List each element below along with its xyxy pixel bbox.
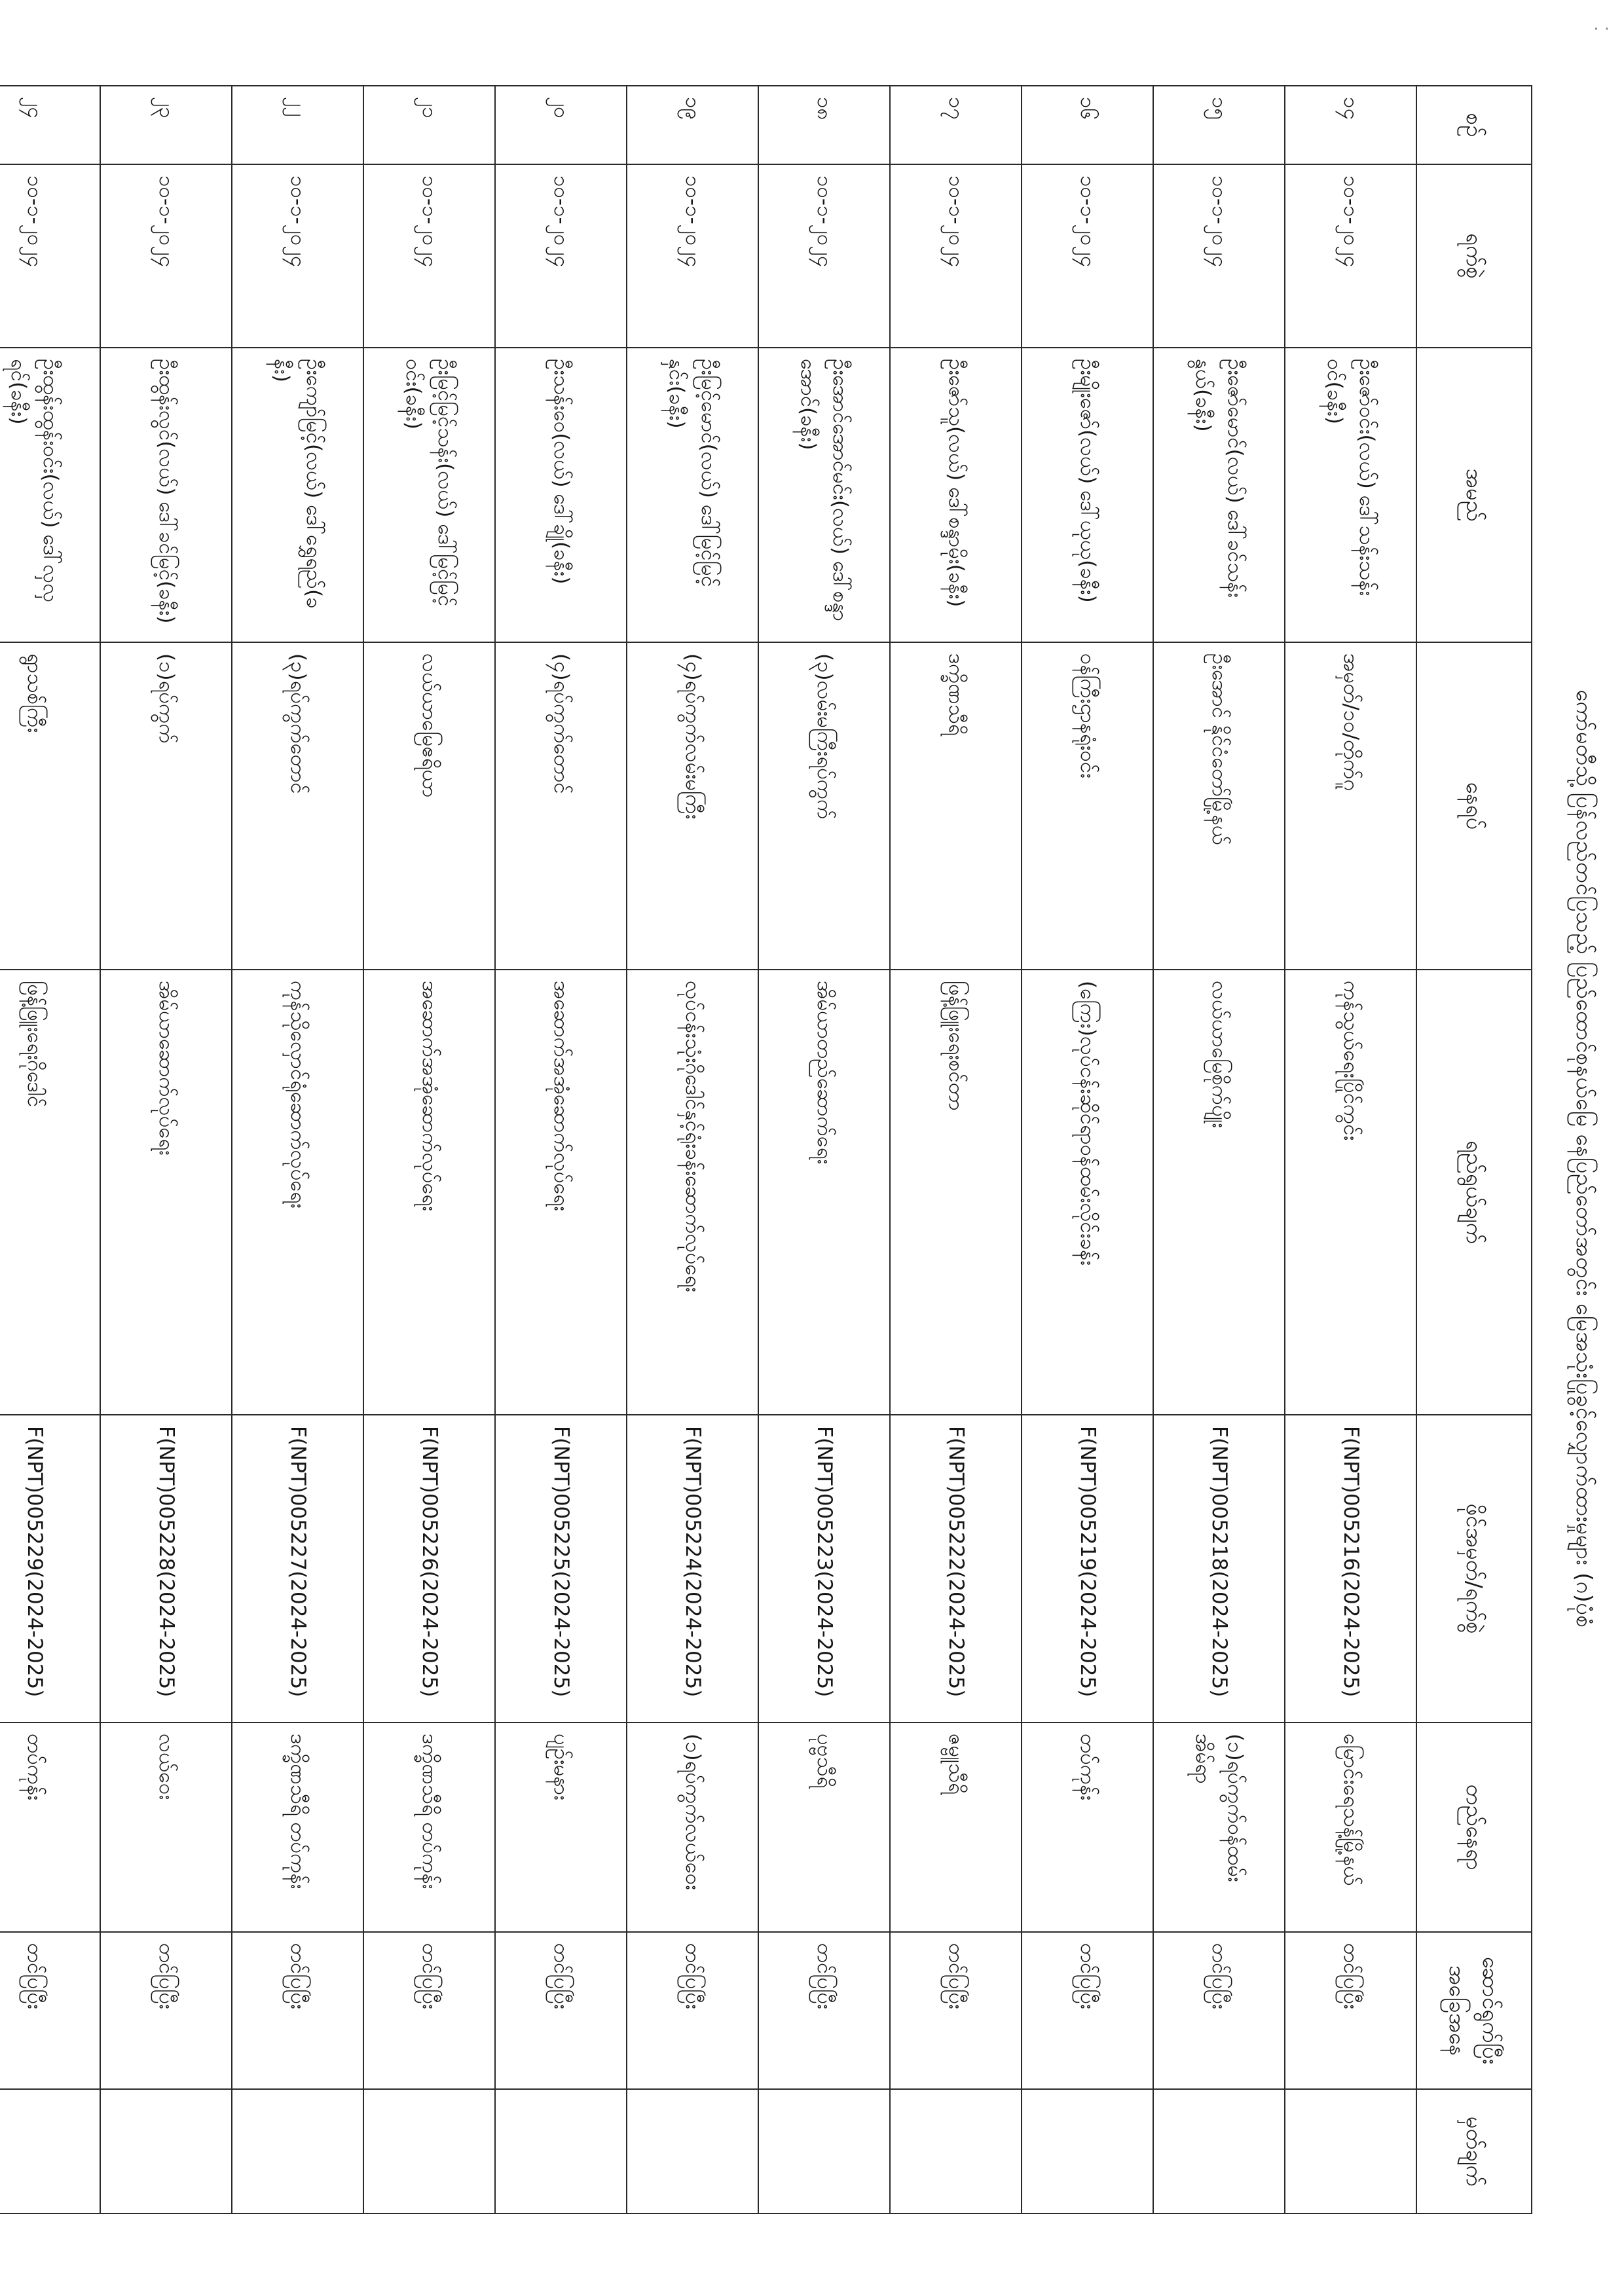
cell-file-no: F(NPT)005219(2024-2025) [1022, 1415, 1153, 1722]
cell-address: ဒက္ခိဏသီရိ [890, 642, 1022, 970]
cell-address: အမှတ်/၁၀/တိုက်ဂူ [1285, 642, 1416, 970]
cell-date: ၁၀-၁-၂၀၂၄ [232, 164, 363, 348]
cell-location: ဒက္ခိဏသီရိ တပ်ကုန်း [363, 1722, 495, 1932]
cell-date: ၁၀-၁-၂၀၂၄ [758, 164, 890, 348]
cell-remark [232, 2089, 363, 2214]
table-row [627, 86, 758, 2214]
cell-applicant: ဦးအောင်အောင်မင်း(လယ်) ဒေါ်စန္ဒာအောင်(ခနီး) [758, 348, 890, 642]
cell-location: တပ်ကုန်း [1022, 1722, 1153, 1932]
cell-applicant: ဦးဇော်မောင်(လယ်) ဒေါ်ခင်သန်းနွယ်(ခနီး) [1153, 348, 1285, 642]
cell-no: ၂၄ [0, 86, 100, 164]
cell-status: တင်ပြပြီး [1285, 1932, 1416, 2089]
cell-address: ဦးအောင် နိုင်ငံတော်မြို့နယ် [1153, 642, 1285, 970]
cell-address: (၄)ရပ်ကွက်လမ်းမကြီး [627, 642, 758, 970]
cell-address: ရွာသစ်ကြီး [0, 642, 100, 970]
cell-applicant: ဦးဇော်သူ(လယ်) ဒေါ်စန္ဒာမိုး(ခနီး) [890, 348, 1022, 642]
table-row [890, 86, 1022, 2214]
header-status: ဆောင်ရွက်ပြီး အခြေအနေ [1416, 1932, 1532, 2089]
cell-file-no: F(NPT)005227(2024-2025) [232, 1415, 363, 1722]
cell-address: (၁)ရပ်ကွက် [100, 642, 232, 970]
cell-date: ၁၀-၁-၂၀၂၄ [100, 164, 232, 348]
cell-remark [363, 2089, 495, 2214]
cell-date: ၁၀-၁-၂၀၂၄ [0, 164, 100, 348]
cell-file-no: F(NPT)005229(2024-2025) [0, 1415, 100, 1722]
cell-no: ၂၀ [495, 86, 627, 164]
cell-remark [627, 2089, 758, 2214]
table-body [0, 86, 1416, 2214]
cell-status: တင်ပြပြီး [758, 1932, 890, 2089]
cell-purpose: အိမ်ယာဆောက်လုပ်ရေး [100, 970, 232, 1415]
cell-applicant: ဦးမြင့်မောင်(လယ်) ဒေါ်မြင့်မြင့်နှင်း(ခနီး) [627, 348, 758, 642]
cell-purpose: ကုန်သိုလှောင်ရုံဆောက်လုပ်ရေး [232, 970, 363, 1415]
cell-applicant: ဦးထွန်းလွင်(လယ်) ဒေါ်ခင်မြင့်(ခနီး) [100, 348, 232, 642]
cell-status: တင်ပြပြီး [0, 1932, 100, 2089]
cell-file-no: F(NPT)005224(2024-2025) [627, 1415, 758, 1722]
cell-no: ၁၉ [627, 86, 758, 164]
cell-no: ၁၈ [758, 86, 890, 164]
cell-purpose: (ကြေး)လုပ်ငန်းဆိုင်ရာဝန်ထမ်းလိုင်းခန်း [1022, 970, 1153, 1415]
cell-remark [495, 2089, 627, 2214]
cell-purpose: ဖြန့်ဖြူးရေးဂိုဒေါင် [0, 970, 100, 1415]
table-row [1285, 86, 1416, 2214]
cell-status: တင်ပြပြီး [890, 1932, 1022, 2089]
header-remark: မှတ်ချက် [1416, 2089, 1532, 2214]
cell-date: ၁၀-၁-၂၀၂၄ [363, 164, 495, 348]
cell-address: (၄)ရပ်ကွက်တောင် [495, 642, 627, 970]
cell-status: တင်ပြပြီး [627, 1932, 758, 2089]
cell-date: ၁၀-၁-၂၀၂၄ [627, 164, 758, 348]
cell-remark [100, 2089, 232, 2214]
cell-date: ၁၀-၁-၂၀၂၄ [1285, 164, 1416, 348]
scan-mark: · · [1593, 20, 1610, 39]
cell-address: လယ်ယာမြေဧရိယာ [363, 642, 495, 970]
cell-remark [1153, 2089, 1285, 2214]
cell-file-no: F(NPT)005216(2024-2025) [1285, 1415, 1416, 1722]
cell-purpose: လယ်ယာမြေစိုက်ပျိုး [1153, 970, 1285, 1415]
cell-status: တင်ပြပြီး [1153, 1932, 1285, 2089]
header-no: စဉ် [1416, 86, 1532, 164]
cell-no: ၁၅ [1153, 86, 1285, 164]
table-row [1022, 86, 1153, 2214]
cell-file-no: F(NPT)005226(2024-2025) [363, 1415, 495, 1722]
cell-location: ပုဗ္ဗသီရိ [758, 1722, 890, 1932]
cell-no: ၂၃ [100, 86, 232, 164]
register-table [0, 85, 1532, 2214]
table-row [363, 86, 495, 2214]
cell-status: တင်ပြပြီး [495, 1932, 627, 2089]
header-location: တည်နေရာ [1416, 1722, 1532, 1932]
cell-date: ၁၀-၁-၂၀၂၄ [1153, 164, 1285, 348]
header-row [1416, 86, 1532, 2214]
cell-applicant: ဦးမျိုးဇော်(လယ်) ဒေါ်ယုယု(ခနီး) [1022, 348, 1153, 642]
cell-date: ၁၀-၁-၂၀၂၄ [890, 164, 1022, 348]
header-purpose: ရည်ရွယ်ချက် [1416, 970, 1532, 1415]
header-address: နေရပ် [1416, 642, 1532, 970]
cell-no: ၁၆ [1022, 86, 1153, 164]
cell-date: ၁၀-၁-၂၀၂၄ [495, 164, 627, 348]
cell-address: ဝန်ကြီးဌာနရုံးဝင်း [1022, 642, 1153, 970]
cell-no: ၁၄ [1285, 86, 1416, 164]
cell-location: တပ်ကုန်း [0, 1722, 100, 1932]
cell-date: ၁၀-၁-၂၀၂၄ [1022, 164, 1153, 348]
cell-location: ဒက္ခိဏသီရိ တပ်ကုန်း [232, 1722, 363, 1932]
table-row [1153, 86, 1285, 2214]
cell-purpose: အိမ်ယာတည်ဆောက်ရေး [758, 970, 890, 1415]
cell-location: ဇမ္ဗူသီရိ [890, 1722, 1022, 1932]
cell-remark [758, 2089, 890, 2214]
cell-address: (၃)လမ်းမကြီးရပ်ကွက် [758, 642, 890, 970]
cell-remark [1285, 2089, 1416, 2214]
cell-remark [1022, 2089, 1153, 2214]
table-row [758, 86, 890, 2214]
cell-file-no: F(NPT)005222(2024-2025) [890, 1415, 1022, 1722]
cell-file-no: F(NPT)005223(2024-2025) [758, 1415, 890, 1722]
cell-applicant: ဦးကျော်မြင့်(လယ်) ဒေါ်ရွှေရည်(ခနီး) [232, 348, 363, 642]
page-title: ကော်မတီသို့ပြန်လည်တင်ပြသည့် ပြည်ထောင်စုနယ်မြေ နေပြည်တော်အတွင်း မြေအသုံးပြုခွင့်လျှောက်ထားမှုများ (ဂ)ပုံစံ [1572, 689, 1597, 1628]
cell-status: တင်ပြပြီး [363, 1932, 495, 2089]
cell-location: ပျဉ်းမနား [495, 1722, 627, 1932]
cell-file-no: F(NPT)005218(2024-2025) [1153, 1415, 1285, 1722]
cell-location: လယ်ဝေး [100, 1722, 232, 1932]
cell-status: တင်ပြပြီး [100, 1932, 232, 2089]
table-row [100, 86, 232, 2214]
cell-status: တင်ပြပြီး [232, 1932, 363, 2089]
cell-purpose: လုပ်ငန်းသုံးဂိုဒေါင်နှင့်ရုံးခန်းဆောက်လုပ်ရေး [627, 970, 758, 1415]
cell-remark [890, 2089, 1022, 2214]
cell-no: ၂၁ [363, 86, 495, 164]
cell-no: ၁၇ [890, 86, 1022, 164]
table-row [495, 86, 627, 2214]
cell-file-no: F(NPT)005225(2024-2025) [495, 1415, 627, 1722]
table-row [0, 86, 100, 2214]
cell-status: တင်ပြပြီး [1022, 1932, 1153, 2089]
header-date: ရက်စွဲ [1416, 164, 1532, 348]
header-applicant: အမည် [1416, 348, 1532, 642]
table-row [232, 86, 363, 2214]
cell-purpose: ဖြန့်ဖြူးရေးစင်တာ [890, 970, 1022, 1415]
cell-purpose: ကုန်သွယ်ရေးပြိုင်ကွင်း [1285, 970, 1416, 1415]
cell-applicant: ဦးဇော်ဝင်း(လယ်) ဒေါ်သန်းသန်းဝင်(ခနီး) [1285, 348, 1416, 642]
cell-applicant: ဦးထွန်းထွန်းဝင်း(လယ်) ဒေါ်လှလှရင်(ခနီး) [0, 348, 100, 642]
cell-purpose: အဆောက်အအုံဆောက်လုပ်ရေး [363, 970, 495, 1415]
cell-purpose: အဆောက်အအုံဆောက်လုပ်ရေး [495, 970, 627, 1415]
cell-no: ၂၂ [232, 86, 363, 164]
cell-applicant: ဦးမြင့်မြင့်သန်း(လယ်) ဒေါ်မြင့်မြင့်ဝင်း(ခနီး) [363, 348, 495, 642]
cell-location: မြောင်းရေသန့်မြို့နယ် [1285, 1722, 1416, 1932]
header-file-no: ဖိုင်အမှတ်/ရက်စွဲ [1416, 1415, 1532, 1722]
cell-address: (၃)ရပ်ကွက်တောင် [232, 642, 363, 970]
cell-applicant: ဦးသန်းဝေ(လယ်) ဒေါ်ချို(ခနီး) [495, 348, 627, 642]
cell-remark [0, 2089, 100, 2214]
cell-file-no: F(NPT)005228(2024-2025) [100, 1415, 232, 1722]
cell-location: (၁)ရပ်ကွက်ဝန်ထမ်းအိမ်ရာ [1153, 1722, 1285, 1932]
cell-location: (၁)ရပ်ကွက်လယ်ဝေး [627, 1722, 758, 1932]
